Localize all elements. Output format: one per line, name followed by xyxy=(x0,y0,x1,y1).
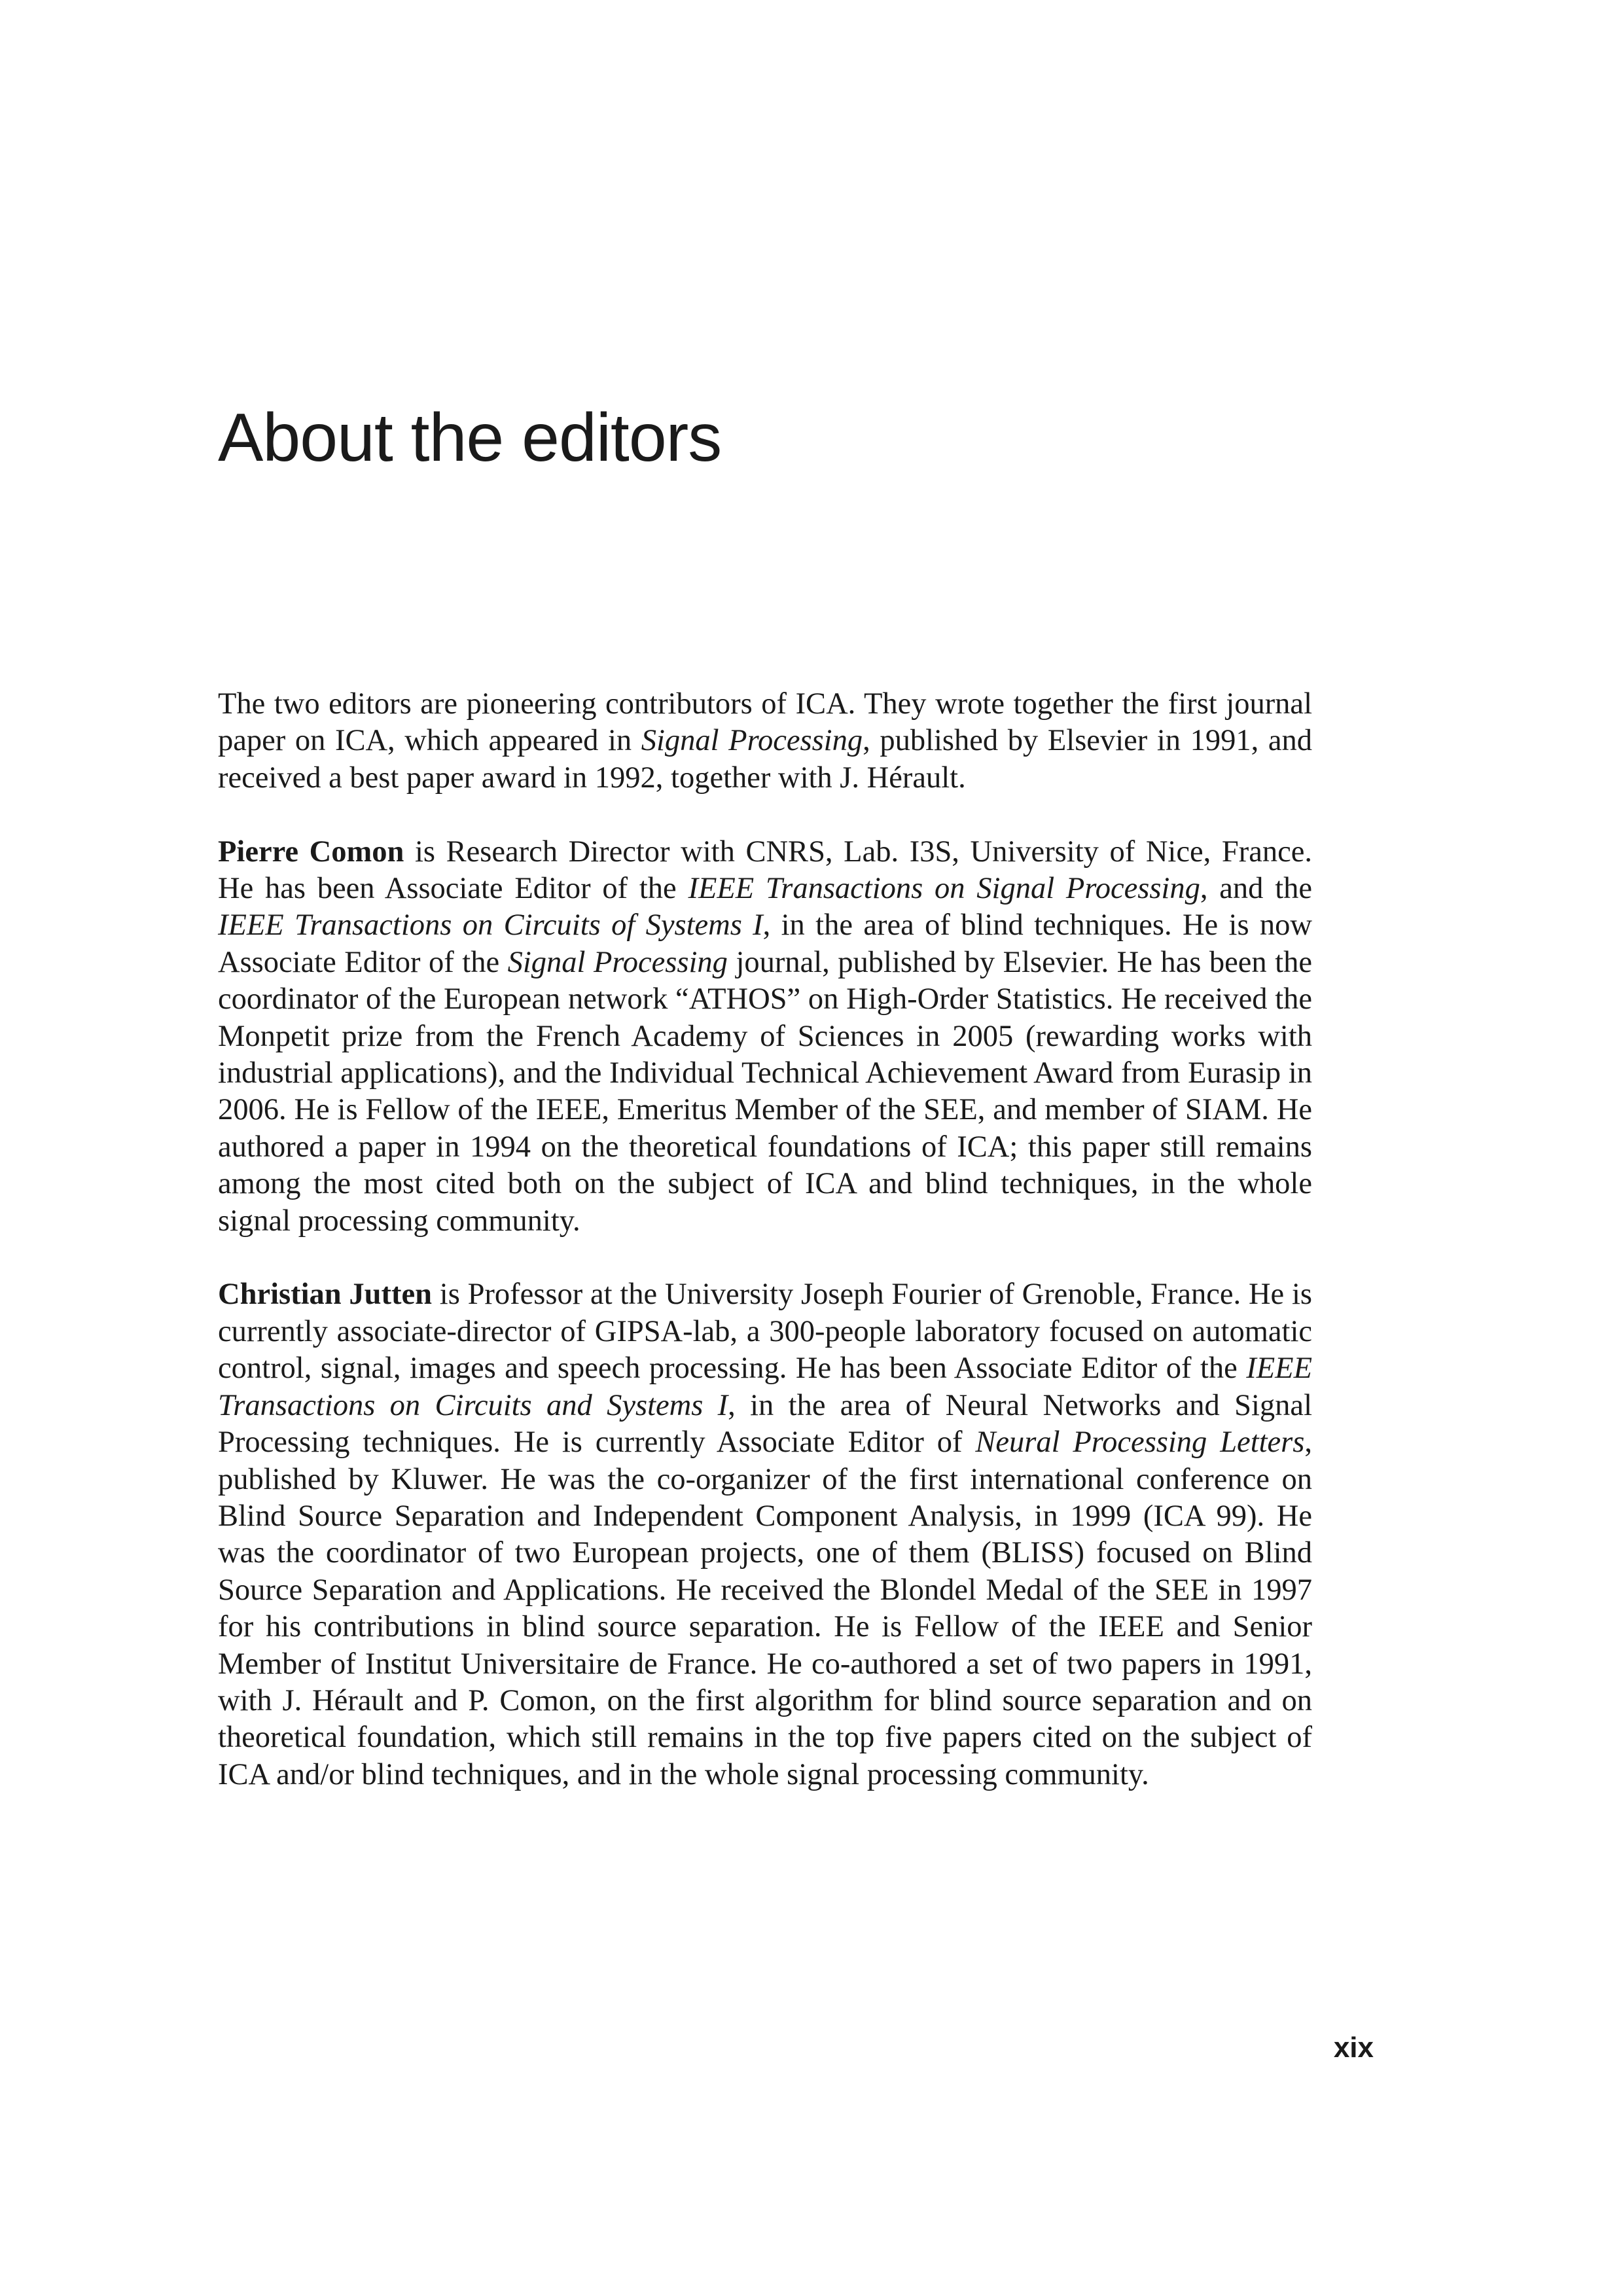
chapter-title: About the editors xyxy=(218,400,722,476)
comon-journal-3: Signal Processing xyxy=(507,945,728,979)
comon-name: Pierre Comon xyxy=(218,834,404,869)
intro-journal-title: Signal Processing xyxy=(641,724,863,758)
jutten-journal-1: IEEE Transactions on Circuits and Systems I xyxy=(218,1352,1312,1422)
comon-journal-1: IEEE Transactions on Signal Processing xyxy=(688,872,1200,906)
comon-text-4: journal, published by Elsevier. He has been the coordinator of the European network “ATHOS” on High-Order Statistics. He received the Monpetit prize from the French Academy of Sciences in 2005 (rewarding works with industrial applications), and the Individual Technical Achievement Award from Eurasip in 2006. He is Fellow of the IEEE, Emeritus Member of the SEE, and member of SIAM. He authored a paper in 1994 on the theoretical foundations of ICA; this paper still remains among the most cited both on the subject of ICA and blind techniques, in the whole signal processing community. xyxy=(218,945,1312,1238)
comon-journal-2: IEEE Transactions on Circuits of Systems I xyxy=(218,908,763,942)
comon-text-1: is Research Director with CNRS, Lab. I3S, University of Nice, France. He has been Associate Editor of the xyxy=(218,834,1312,906)
comon-bio-paragraph xyxy=(218,834,1312,1240)
jutten-text-3: , published by Kluwer. He was the co-organizer of the first international conference on Blind Source Separation and Independent Component Analysis, in 1999 (ICA 99). He was the coordinator of two European projects, one of them (BLISS) focused on Blind Source Separation and Applications. He received the Blondel Medal of the SEE in 1997 for his contributions in blind source separation. He is Fellow of the IEEE and Senior Member of Institut Universitaire de France. He co-authored a set of two papers in 1991, with J. Hérault and P. Comon, on the first algorithm for blind source separation and on theoretical foundation, which still remains in the top five papers cited on the subject of ICA and/or blind techniques, and in the whole signal processing community. xyxy=(218,1426,1312,1791)
comon-text-2: , and the xyxy=(1200,872,1312,906)
body-text xyxy=(218,686,1312,1831)
intro-paragraph xyxy=(218,686,1312,797)
comon-text-3: , in the area of blind techniques. He is now Associate Editor of the xyxy=(218,908,1312,979)
page-number: xix xyxy=(1333,2032,1374,2064)
jutten-name: Christian Jutten xyxy=(218,1278,432,1312)
intro-text-1: The two editors are pioneering contributors of ICA. They wrote together the first journal paper on ICA, which appeared in xyxy=(218,687,1312,758)
jutten-journal-2: Neural Processing Letters xyxy=(975,1426,1305,1460)
intro-text-2: , published by Elsevier in 1991, and received a best paper award in 1992, together with J. Hérault. xyxy=(218,724,1312,795)
jutten-text-1: is Professor at the University Joseph Fourier of Grenoble, France. He is currently associate-director of GIPSA-lab, a 300-people laboratory focused on automatic control, signal, images and speech processing. He has been Associate Editor of the xyxy=(218,1278,1312,1386)
jutten-text-2: , in the area of Neural Networks and Signal Processing techniques. He is currently Associate Editor of xyxy=(218,1388,1312,1460)
jutten-bio-paragraph xyxy=(218,1276,1312,1793)
